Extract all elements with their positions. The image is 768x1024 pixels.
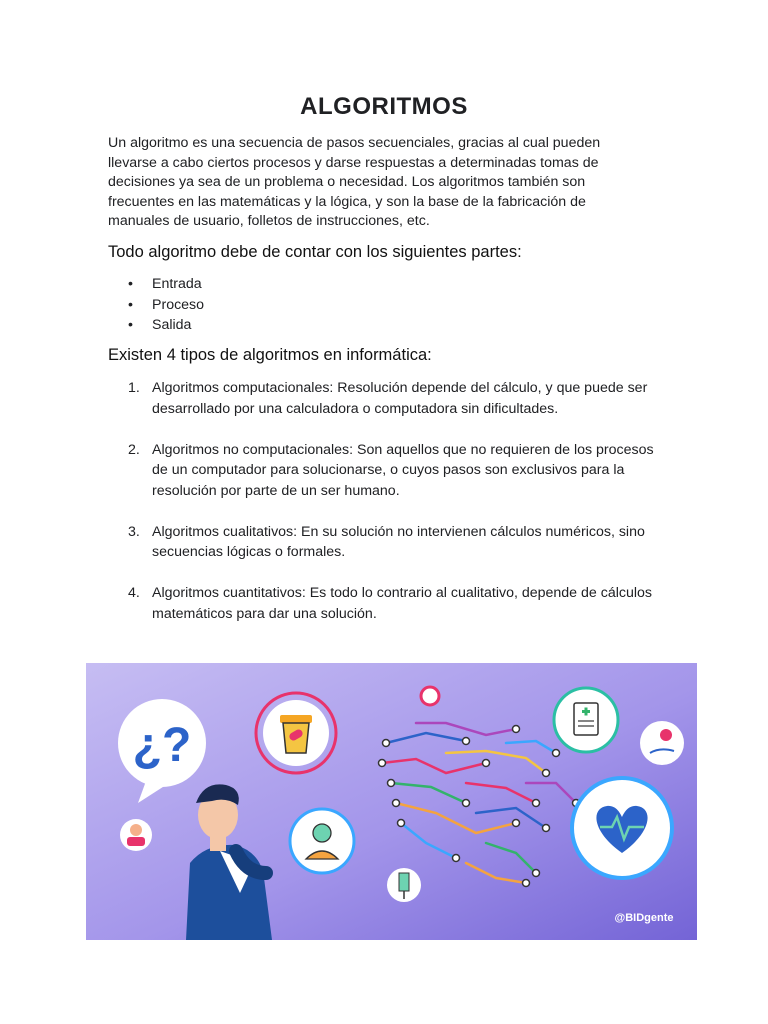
list-number: 3.: [128, 523, 140, 540]
care-hand-icon: [640, 721, 684, 765]
medicine-jar-icon: [256, 693, 336, 773]
image-credit: @BIDgente: [614, 912, 674, 924]
document-title: ALGORITMOS: [300, 93, 468, 120]
intro-paragraph: Un algoritmo es una secuencia de pasos secuenciales, gracias al cual pueden llevarse a cabo ciertos procesos y darse respuestas a determinadas tomas de decisiones ya sea de un problema o necesidad. Los algoritmos también son frecuentes en las matemáticas y la lógica, y son la base de la fabricación de manuales de usuario, folletos de instrucciones, etc.: [108, 135, 601, 229]
list-text: Algoritmos cuantitativos: Es todo lo contrario al cualitativo, depende de cálculos matemáticos para dar una solución.: [152, 585, 652, 622]
types-list: [108, 378, 668, 645]
list-item: • Entrada: [108, 274, 204, 295]
list-item: [108, 440, 668, 502]
doctor-icon: [120, 819, 152, 851]
list-text: Algoritmos cualitativos: En su solución no intervienen cálculos numéricos, sino secuencias lógicas o formales.: [152, 523, 645, 560]
list-number: 1.: [128, 380, 140, 396]
parts-heading: Todo algoritmo debe de contar con los siguientes partes:: [108, 243, 522, 261]
patient-icon: [290, 809, 354, 873]
parts-list: [108, 274, 204, 336]
list-item: [108, 378, 668, 419]
question-mark-text: ¿?: [132, 719, 192, 772]
syringe-icon: [387, 868, 421, 902]
algorithm-illustration: [86, 663, 697, 940]
decorative-circle: [421, 687, 439, 705]
list-number: 4.: [128, 585, 140, 601]
list-item: • Proceso: [108, 295, 204, 316]
list-text: Algoritmos no computacionales: Son aquellos que no requieren de los procesos de un computador para solucionarse, o cuyos pasos son exclusivos para la resolución por parte de un ser humano.: [152, 441, 654, 499]
list-text: Algoritmos computacionales: Resolución depende del cálculo, y que puede ser desarrollado por una calculadora o computadora sin dificultades.: [152, 380, 648, 417]
types-heading: Existen 4 tipos de algoritmos en informática:: [108, 346, 432, 364]
list-item: [108, 583, 668, 624]
heart-pulse-icon: [572, 778, 672, 878]
list-number: 2.: [128, 441, 140, 458]
medical-document-icon: [554, 688, 618, 752]
list-item: [108, 522, 668, 563]
list-item: • Salida: [108, 315, 204, 336]
